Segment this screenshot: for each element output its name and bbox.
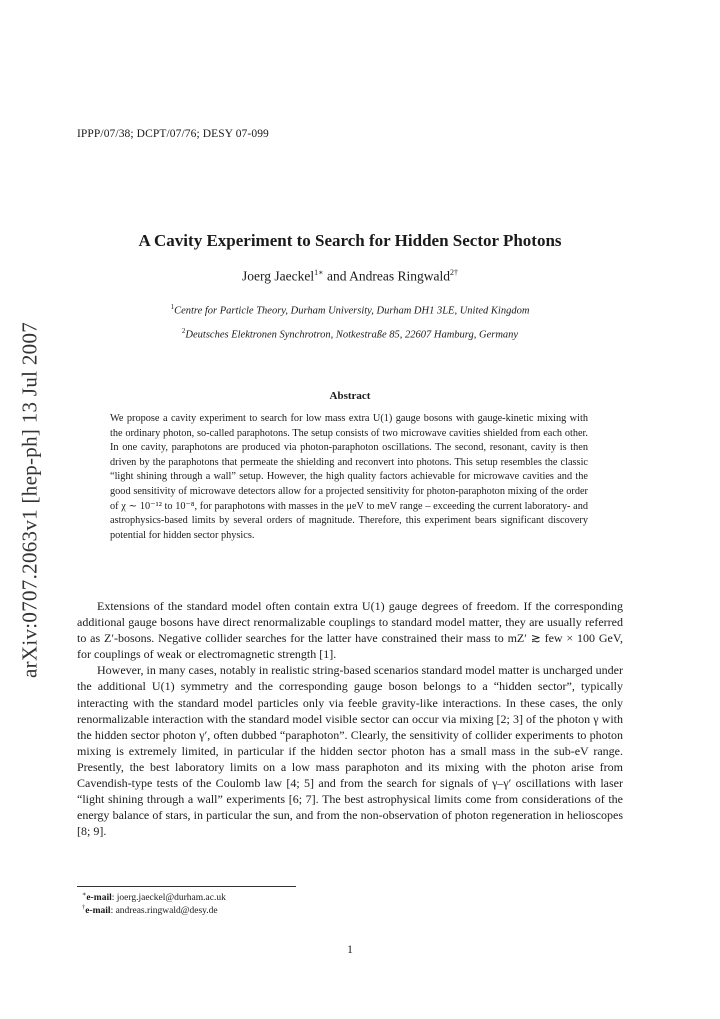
author-1-name: Joerg Jaeckel <box>242 268 315 284</box>
affiliation-1 <box>0 303 700 317</box>
paper-title: A Cavity Experiment to Search for Hidden Sector Photons <box>138 231 562 250</box>
footnote-1-mark: ∗ <box>82 891 87 898</box>
author-and: and <box>323 268 350 284</box>
abstract-text: We propose a cavity experiment to search for low mass extra U(1) gauge bosons with gauge-kinetic mixing with the ordinary photon, so-called paraphotons. The setup consists of two microwave cavities shielded from each other. In one cavity, paraphotons are produced via photon-paraphoton oscillations. The second, resonant, cavity is then driven by the paraphotons that permeate the shielding and reconvert into photons. This setup resembles the classic “light shining through a wall” setup. However, the high quality factors achievable for microwave cavities and the good sensitivity of microwave detectors allow for a projected sensitivity for photon-paraphoton mixing of the order of χ ∼ 10⁻¹² to 10⁻⁸, for paraphotons with masses in the μeV to meV range – exceeding the current laboratory- and astrophysics-based limits by several orders of magnitude. Therefore, this experiment bears significant discovery potential for hidden sector physics. <box>110 413 588 541</box>
paragraph-1: Extensions of the standard model often contain extra U(1) gauge degrees of freedom. If the corresponding additional gauge bosons have direct renormalizable couplings to standard model matter, they are usually referred to as Z′-bosons. Negative collider searches for the latter have constrained their mass to mZ′ ≳ few × 100 GeV, for couplings of weak or electromagnetic strength [1]. <box>77 599 623 662</box>
abstract-heading: Abstract <box>329 390 371 402</box>
footnote-2 <box>82 904 218 916</box>
footnote-1 <box>82 890 226 903</box>
page-number: 1 <box>347 944 353 956</box>
affiliation-2 <box>0 327 700 341</box>
footnote-2-label: e-mail <box>85 906 111 917</box>
body-text <box>77 598 623 839</box>
author-2-mark: 2† <box>449 268 458 277</box>
report-numbers: IPPP/07/38; DCPT/07/76; DESY 07-099 <box>77 128 269 140</box>
affiliation-1-mark: 1 <box>170 303 175 311</box>
arxiv-side-stamp <box>10 300 50 700</box>
affiliation-2-mark: 2 <box>181 327 186 335</box>
paragraph-2: However, in many cases, notably in realistic string-based scenarios standard model matter is uncharged under the additional U(1) symmetry and the corresponding gauge boson belongs to a “hidden sector”, typically interacting with the standard model particles only via feeble gravity-like interactions. In these cases, the only renormalizable interaction with the standard model visible sector can occur via mixing [2; 3] of the photon γ with the hidden sector photon γ′, often dubbed “paraphoton”. Clearly, the sensitivity of collider experiments to photon mixing is extremely limited, in particular if the hidden sector photon has a small mass in the sub-eV range. Presently, the best laboratory limits on a low mass paraphoton and its mixing with the photon arise from Cavendish-type tests of the Coulomb law [4; 5] and from the search for signals of γ–γ′ oscillations with laser “light shining through a wall” experiments [6; 7]. The best astrophysical limits come from considerations of the energy balance of stars, in particular the sun, and from the non-observation of photon regeneration in helioscopes [8; 9]. <box>77 663 623 839</box>
footnote-1-label: e-mail <box>86 893 112 904</box>
footnote-rule <box>77 886 296 887</box>
author-line <box>0 268 700 285</box>
author-1-mark: 1∗ <box>314 268 324 277</box>
footnote-1-email: : joerg.jaeckel@durham.ac.uk <box>111 893 226 904</box>
arxiv-stamp-text: arXiv:0707.2063v1 [hep-ph] 13 Jul 2007 <box>17 321 42 679</box>
footnote-2-mark: † <box>82 904 86 911</box>
affiliation-1-text: Centre for Particle Theory, Durham University, Durham DH1 3LE, United Kingdom <box>174 305 530 317</box>
author-2-name: Andreas Ringwald <box>349 268 450 284</box>
affiliation-2-text: Deutsches Elektronen Synchrotron, Notkestraße 85, 22607 Hamburg, Germany <box>185 329 519 341</box>
footnote-2-email: : andreas.ringwald@desy.de <box>110 906 218 917</box>
